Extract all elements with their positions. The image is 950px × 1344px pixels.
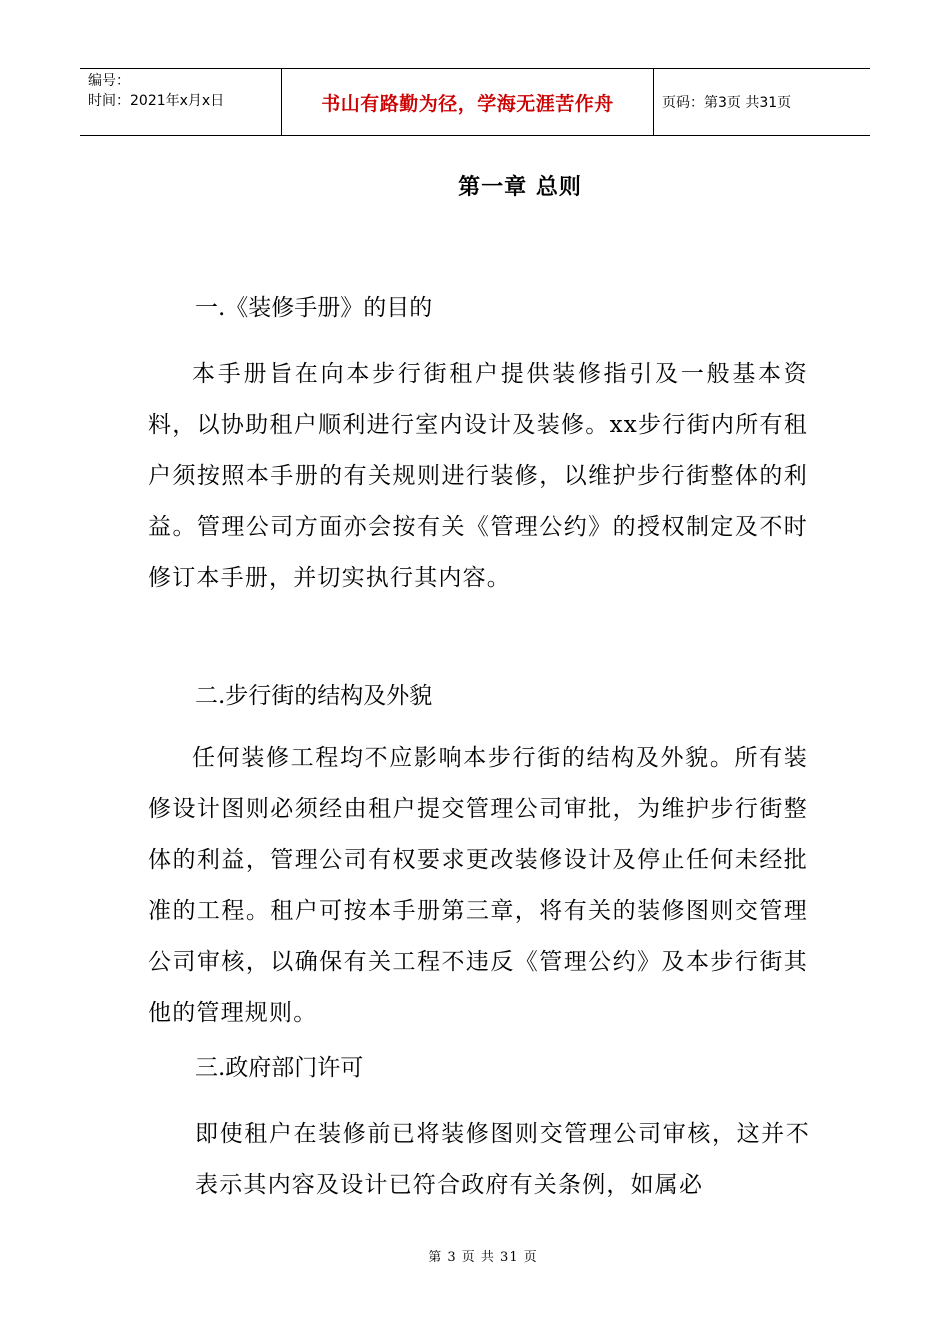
page-footer: 第 3 页 共 31 页 [428,1250,538,1265]
page-header [80,68,870,136]
header-page-label: 页码：第3页 共31页 [662,95,792,111]
header-motto: 书山有路勤为径，学海无涯苦作舟 [321,92,614,115]
header-motto-cell [282,69,654,135]
section-heading-2: 二.步行街的结构及外貌 [195,683,433,709]
section-paragraph-3: 即使租户在装修前已将装修图则交管理公司审核，这并不表示其内容及设计已符合政府有关条例，如属必 [195,1121,810,1198]
document-date-label: 时间：2021年x月x日 [88,93,225,109]
section-heading-3: 三.政府部门许可 [195,1055,364,1081]
section-paragraph-1: 本手册旨在向本步行街租户提供装修指引及一般基本资料，以协助租户顺利进行室内设计及装修。xx步行街内所有租户须按照本手册的有关规则进行装修，以维护步行街整体的利益。管理公司方面亦会按有关《管理公约》的授权制定及不时修订本手册，并切实执行其内容。 [148,361,808,591]
document-number-label: 编号： [88,73,130,89]
section-heading-1: 一.《装修手册》的目的 [195,295,433,321]
section-paragraph-2: 任何装修工程均不应影响本步行街的结构及外貌。所有装修设计图则必须经由租户提交管理公司审批，为维护步行街整体的利益，管理公司有权要求更改装修设计及停止任何未经批准的工程。租户可按本手册第三章，将有关的装修图则交管理公司审核，以确保有关工程不违反《管理公约》及本步行街其他的管理规则。 [148,745,808,1026]
header-meta-cell [80,69,282,135]
chapter-title: 第一章 总则 [458,175,582,200]
header-page-cell [654,69,870,135]
